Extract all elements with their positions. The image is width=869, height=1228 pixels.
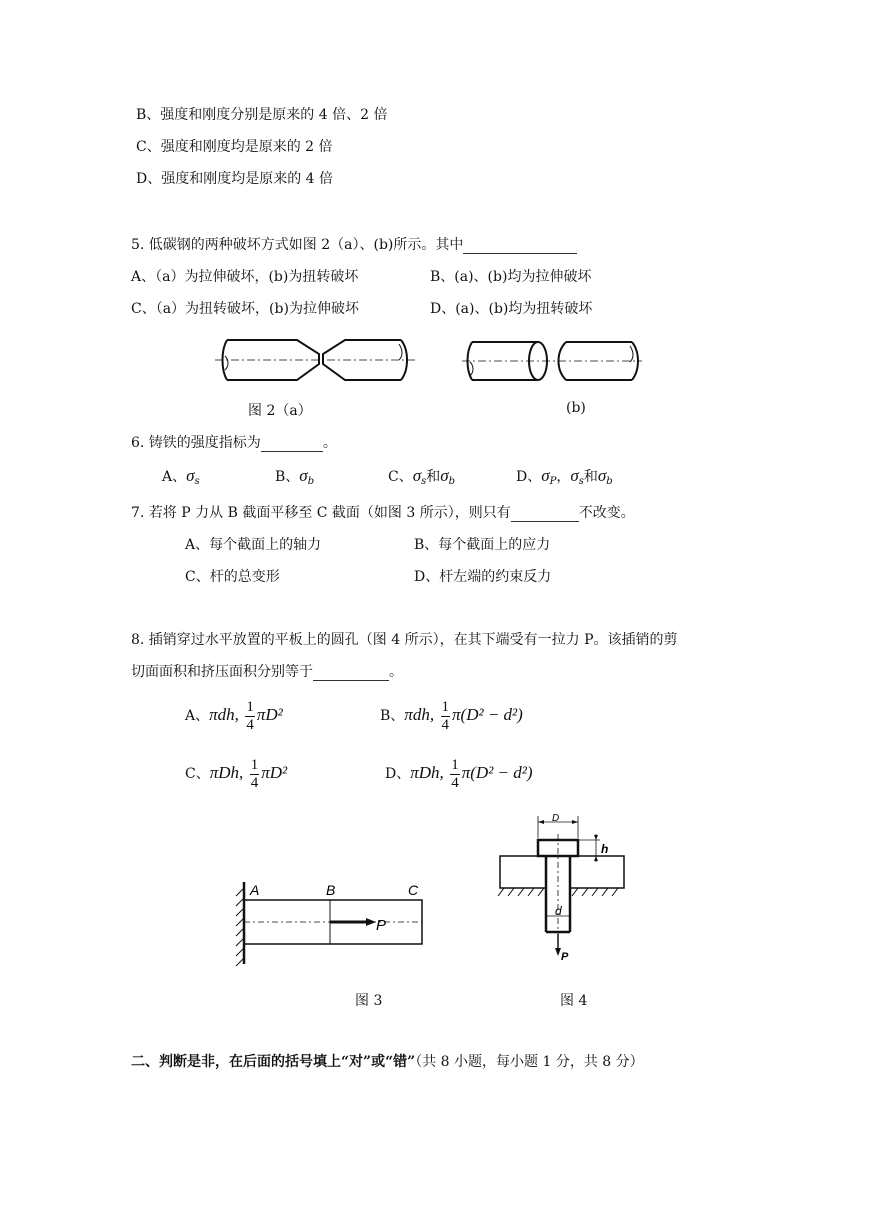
figure-3-label-p: P bbox=[376, 917, 387, 934]
q4-option-c: C、强度和刚度均是原来的 2 倍 bbox=[136, 139, 333, 155]
q8-option-b-expr2: π(D² − d²) bbox=[452, 705, 523, 724]
q8-option-c-frac-den: 4 bbox=[250, 774, 259, 791]
q8-option-b bbox=[380, 693, 523, 738]
q6-option-d-sigma-2: σ bbox=[570, 466, 579, 485]
q6-option-c-sigma-1: σ bbox=[412, 466, 422, 485]
q6-option-d-sigma-3: σ bbox=[597, 466, 607, 485]
q6-option-d-subscript-1: P bbox=[549, 476, 557, 487]
figure-3-label-b: B bbox=[326, 882, 336, 898]
q8-option-c-expr1: πDh, bbox=[209, 763, 244, 782]
q6-option-b-subscript: b bbox=[307, 476, 315, 487]
figure-4-label-d-upper: D bbox=[552, 813, 560, 824]
q7-option-d: D、杆左端的约束反力 bbox=[414, 569, 552, 585]
figure-4-label-h: h bbox=[601, 842, 609, 856]
q8-option-d-fraction bbox=[450, 757, 460, 792]
q8-option-c-expr2: πD² bbox=[261, 763, 288, 782]
q8-stem-end: 。 bbox=[389, 664, 403, 680]
figure-2b-torsion-fracture bbox=[462, 336, 642, 386]
q8-option-a-label: A、 bbox=[185, 708, 210, 724]
q8-option-b-expr1: πdh, bbox=[404, 705, 435, 724]
figure-2a-caption: 图 2（a） bbox=[248, 403, 312, 419]
q5-option-c: C、（a）为扭转破坏，(b)为拉伸破坏 bbox=[131, 301, 359, 317]
q8-option-d-frac-den: 4 bbox=[451, 774, 459, 791]
q6-stem-text: 6. 铸铁的强度指标为 bbox=[131, 435, 261, 451]
q5-answer-blank bbox=[463, 239, 577, 254]
q8-option-a-frac-num: 1 bbox=[246, 698, 254, 715]
q6-option-a-sigma: σ bbox=[186, 466, 195, 485]
figure-2b-caption: (b) bbox=[566, 400, 586, 416]
q8-option-a-expr2: πD² bbox=[256, 705, 283, 724]
q6-option-a-label: A、 bbox=[162, 469, 187, 485]
q8-stem-line2-text: 切面面积和挤压面积分别等于 bbox=[131, 664, 313, 680]
q8-option-d-expr1: πDh, bbox=[410, 763, 444, 782]
q8-option-c-fraction bbox=[250, 757, 260, 792]
q5-stem-text: 5. 低碳钢的两种破坏方式如图 2（a）、(b)所示。其中 bbox=[131, 237, 464, 253]
q6-option-b bbox=[275, 467, 314, 491]
q8-option-a bbox=[185, 693, 283, 738]
section-2-heading bbox=[131, 1053, 644, 1071]
q5-stem bbox=[131, 236, 577, 254]
q8-option-d-expr2: π(D² − d²) bbox=[461, 763, 533, 782]
section-2-note: （共 8 小题，每小题 1 分，共 8 分） bbox=[415, 1054, 644, 1070]
q8-option-a-expr1: πdh, bbox=[209, 705, 239, 724]
q8-option-c bbox=[185, 751, 287, 796]
q8-option-b-frac-den: 4 bbox=[441, 716, 450, 733]
q7-stem bbox=[131, 504, 635, 522]
section-2-title: 二、判断是非，在后面的括号填上“对”或“错” bbox=[131, 1054, 416, 1070]
q6-option-a-subscript: s bbox=[194, 476, 200, 487]
q8-stem-line2 bbox=[131, 663, 403, 681]
q8-option-b-fraction bbox=[441, 699, 451, 734]
q4-option-b: B、强度和刚度分别是原来的 4 倍、2 倍 bbox=[136, 107, 388, 123]
q4-option-d: D、强度和刚度均是原来的 4 倍 bbox=[136, 171, 334, 187]
q6-option-c bbox=[388, 467, 455, 491]
figure-3-label-c: C bbox=[408, 882, 419, 898]
q7-answer-blank bbox=[511, 507, 579, 522]
figure-3-caption: 图 3 bbox=[355, 993, 383, 1009]
q8-option-d-frac-num: 1 bbox=[451, 756, 459, 773]
figure-4-label-d-lower: d bbox=[555, 904, 562, 918]
q6-option-c-subscript-2: b bbox=[448, 476, 456, 487]
q6-option-d-subscript-3: b bbox=[606, 476, 613, 487]
q6-option-a bbox=[162, 467, 200, 491]
q8-option-d bbox=[385, 751, 533, 796]
figure-4-label-p: P bbox=[561, 951, 569, 963]
figure-3-label-a: A bbox=[250, 882, 260, 898]
q7-option-c: C、杆的总变形 bbox=[185, 569, 280, 585]
q6-option-c-label: C、 bbox=[388, 469, 413, 485]
q8-option-c-label: C、 bbox=[185, 766, 210, 782]
q7-stem-text: 7. 若将 P 力从 B 截面平移至 C 截面（如图 3 所示），则只有 bbox=[131, 505, 511, 521]
q6-option-b-label: B、 bbox=[275, 469, 300, 485]
q6-option-c-subscript-1: s bbox=[421, 476, 427, 487]
q8-option-b-label: B、 bbox=[380, 708, 405, 724]
q6-option-d-comma: ， bbox=[556, 469, 571, 485]
q8-option-d-label: D、 bbox=[385, 766, 411, 782]
q5-option-a: A、（a）为拉伸破坏，(b)为扭转破坏 bbox=[131, 269, 359, 285]
q6-answer-blank bbox=[261, 437, 323, 452]
q6-stem-end: 。 bbox=[322, 435, 337, 451]
figure-3-cantilever-bar bbox=[230, 878, 440, 968]
q8-option-c-frac-num: 1 bbox=[250, 756, 259, 773]
q6-option-c-sigma-2: σ bbox=[440, 466, 449, 485]
q7-stem-end: 不改变。 bbox=[578, 505, 635, 521]
q6-option-d bbox=[516, 467, 613, 491]
q5-option-b: B、(a)、(b)均为拉伸破坏 bbox=[430, 269, 592, 285]
q6-option-d-and: 和 bbox=[583, 469, 598, 485]
q5-option-d: D、(a)、(b)均为扭转破坏 bbox=[430, 301, 593, 317]
q8-answer-blank bbox=[313, 666, 389, 681]
q6-option-d-label: D、 bbox=[516, 469, 542, 485]
q8-stem-line1: 8. 插销穿过水平放置的平板上的圆孔（图 4 所示），在其下端受有一拉力 P。该插销的剪 bbox=[131, 632, 678, 648]
q8-option-a-frac-den: 4 bbox=[246, 716, 254, 733]
q8-option-a-fraction bbox=[245, 699, 255, 734]
figure-4-caption: 图 4 bbox=[560, 993, 588, 1009]
q7-option-a: A、每个截面上的轴力 bbox=[185, 537, 322, 553]
figure-4-pin-through-plate bbox=[494, 810, 634, 970]
q6-option-c-and: 和 bbox=[426, 469, 441, 485]
q7-option-b: B、每个截面上的应力 bbox=[414, 537, 551, 553]
q8-option-b-frac-num: 1 bbox=[441, 698, 450, 715]
q6-option-d-subscript-2: s bbox=[578, 476, 584, 487]
figure-2a-tensile-fracture bbox=[215, 336, 415, 386]
q6-option-d-sigma-1: σ bbox=[541, 466, 550, 485]
q6-stem bbox=[131, 434, 337, 452]
q6-option-b-sigma: σ bbox=[299, 466, 308, 485]
